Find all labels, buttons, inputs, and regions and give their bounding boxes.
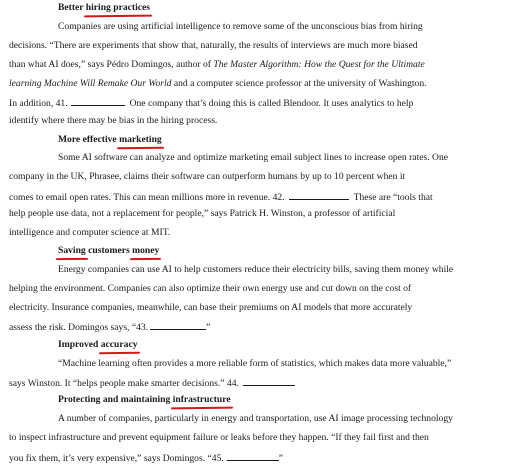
- paragraph-line: learning Machine Will Remake Our World and a computer science professor at the university of Washington.: [9, 78, 427, 89]
- annotation-underline-hiring-practices: hiring practices: [85, 2, 151, 13]
- heading-saving-money: Saving customers money: [58, 245, 160, 256]
- answer-blank-43[interactable]: [150, 320, 206, 330]
- paragraph-line: assess the risk. Domingos says, “43. ”: [9, 322, 211, 333]
- paragraph-line: to inspect infrastructure and prevent equipment failure or leaks before they happen. “If they fail first and then: [9, 432, 429, 443]
- paragraph-line: Energy companies can use AI to help customers reduce their electricity bills, saving them money while: [58, 264, 454, 275]
- paragraph-line: Companies are using artificial intelligence to remove some of the unconscious bias from hiring: [58, 21, 423, 32]
- heading-hiring: Better hiring practices: [58, 2, 151, 13]
- paragraph-line: Some AI software can analyze and optimize marketing email subject lines to increase open rates. One: [58, 152, 449, 163]
- paragraph-line: electricity. Insurance companies, meanwhile, can base their premiums on AI models that more accurately: [9, 302, 413, 313]
- paragraph-line: than what AI does,” says Pédro Domingos, author of The Master Algorithm: How the Quest for the Ultimate: [9, 59, 425, 70]
- paragraph-line: decisions. “There are experiments that show that, naturally, the results of interviews are much more biased: [9, 40, 418, 51]
- answer-blank-44[interactable]: [243, 376, 295, 386]
- book-title: The Master Algorithm: How the Quest for the Ultimate: [213, 59, 425, 70]
- paragraph-line: comes to email open rates. This can mean millions more in revenue. 42. These are “tools that: [9, 192, 433, 203]
- answer-blank-42[interactable]: [289, 190, 349, 200]
- answer-blank-45[interactable]: [227, 451, 279, 461]
- heading-infrastructure: Protecting and maintaining infrastructure: [58, 394, 231, 405]
- paragraph-line: company in the UK, Phrasee, claims their software can outperform humans by up to 10 percent when it: [9, 171, 406, 182]
- paragraph-line: helping the environment. Companies can also optimize their own energy use and cut down on the cost of: [9, 283, 412, 294]
- annotation-underline-marketing: marketing: [119, 134, 162, 145]
- paragraph-line: In addition, 41. One company that’s doing this is called Blendoor. It uses analytics to help: [9, 98, 414, 109]
- heading-marketing: More effective marketing: [58, 134, 162, 145]
- annotation-underline-infrastructure: infrastructure: [172, 394, 231, 405]
- paragraph-line: you fix them, it’s very expensive,” says Domingos. “45. ”: [9, 453, 284, 464]
- paragraph-line: “Machine learning often provides a more reliable form of statistics, which makes data more valuable,”: [58, 358, 452, 369]
- annotation-underline-money: money: [132, 245, 160, 256]
- answer-blank-41[interactable]: [71, 96, 125, 106]
- paragraph-line: help people use data, not a replacement for people,” says Patrick H. Winston, a professor of artificial: [9, 208, 396, 219]
- annotation-underline-accuracy: accuracy: [100, 339, 138, 350]
- paragraph-line: says Winston. It “helps people make smarter decisions.” 44.: [9, 376, 508, 390]
- paragraph-line: identify where there may be bias in the hiring process.: [9, 115, 218, 126]
- heading-accuracy: Improved accuracy: [58, 339, 138, 350]
- paragraph-line: intelligence and computer science at MIT.: [9, 227, 171, 238]
- book-title: learning Machine Will Remake Our World: [9, 78, 172, 89]
- annotation-underline-saving: Saving: [58, 245, 86, 256]
- paragraph-line: A number of companies, particularly in energy and transportation, use AI image processing technology: [58, 413, 453, 424]
